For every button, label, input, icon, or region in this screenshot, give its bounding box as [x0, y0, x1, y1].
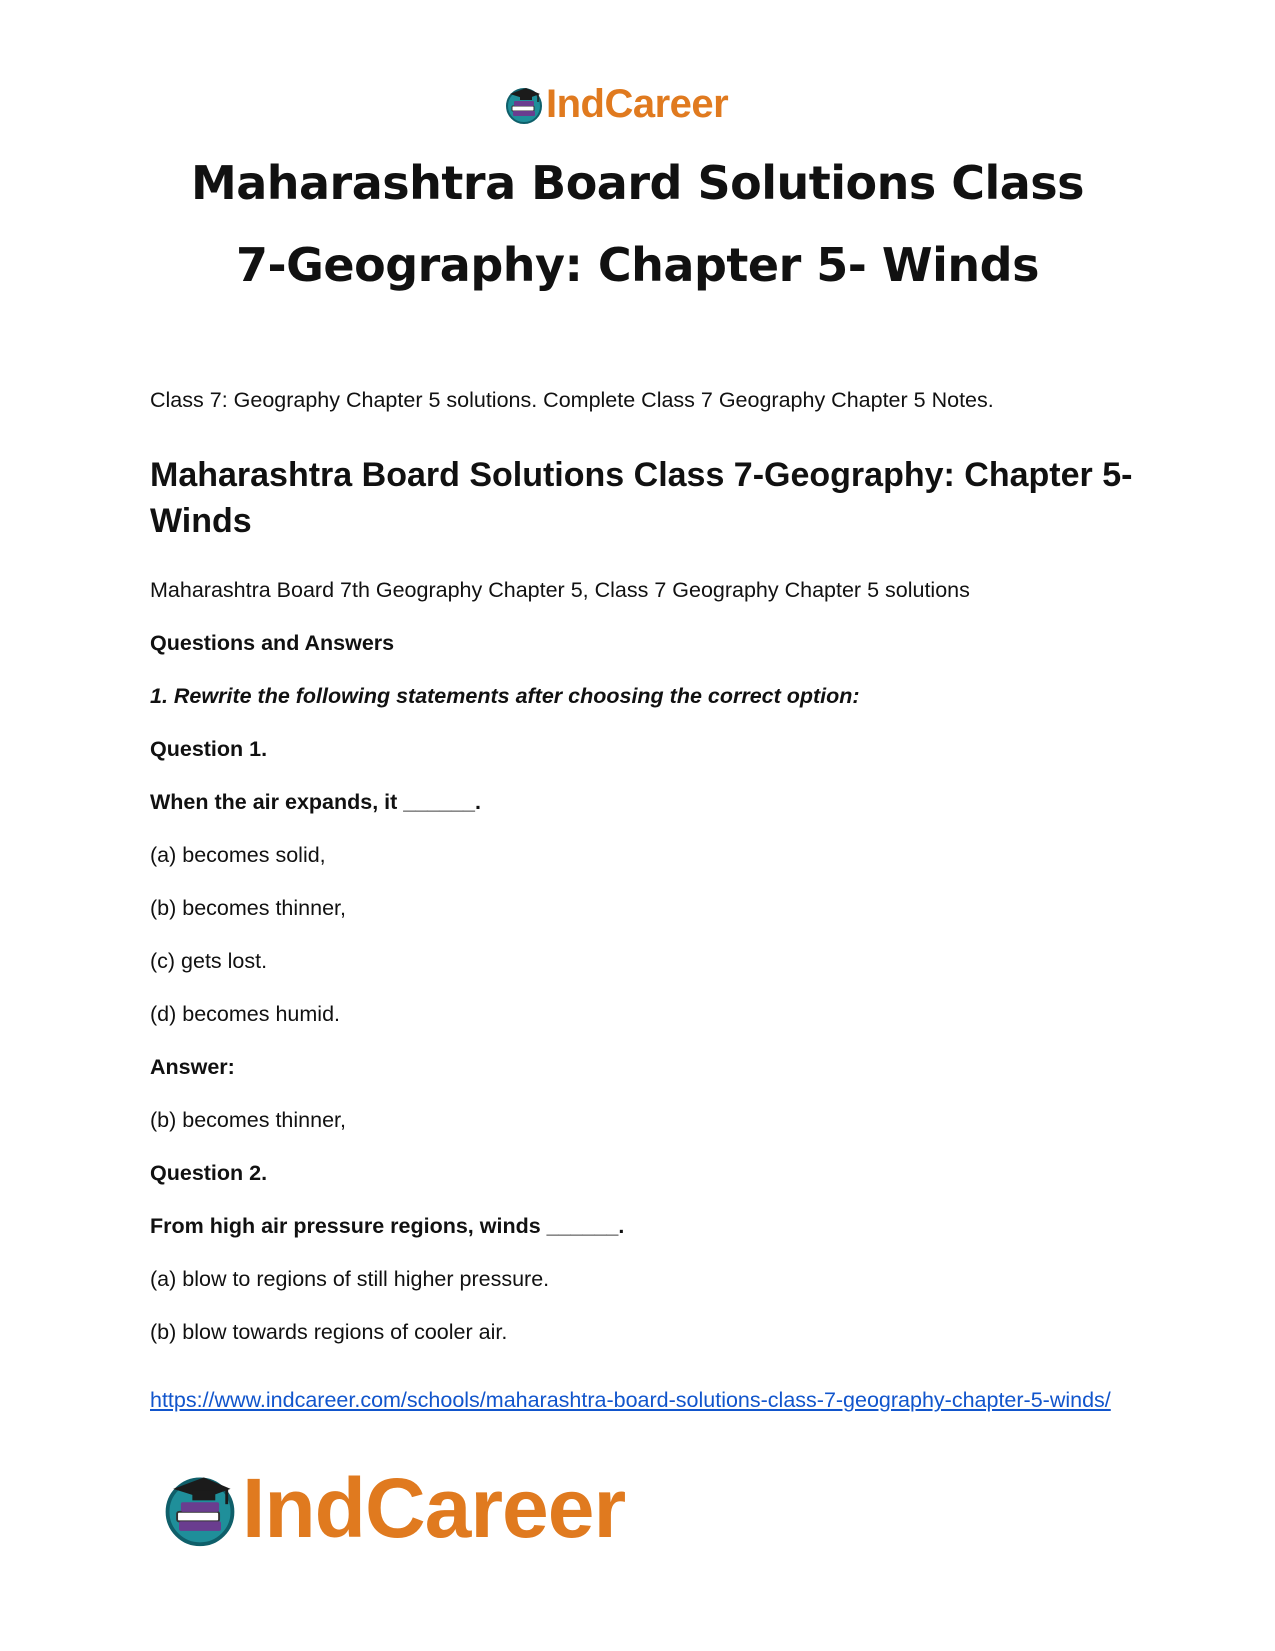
page-title: [150, 142, 1125, 306]
graduation-cap-books-globe-icon: [502, 82, 546, 126]
page-title-line-1: Maharashtra Board Solutions Class: [190, 156, 1085, 210]
source-url-link[interactable]: https://www.indcareer.com/schools/maharashtra-board-solutions-class-7-geography-chapter-5-winds/: [150, 1388, 1111, 1412]
question-1-option-a: (a) becomes solid,: [150, 843, 326, 867]
page-title-line-2: 7-Geography: Chapter 5- Winds: [236, 238, 1039, 292]
instruction-text: 1. Rewrite the following statements after choosing the correct option:: [150, 684, 860, 708]
question-1-option-d: (d) becomes humid.: [150, 1002, 340, 1026]
question-1-text: When the air expands, it ______.: [150, 790, 481, 814]
question-2-text: From high air pressure regions, winds ______.: [150, 1214, 625, 1238]
brand-logo-text: IndCareer: [546, 82, 729, 126]
question-2-option-b: (b) blow towards regions of cooler air.: [150, 1320, 508, 1344]
question-2-label: Question 2.: [150, 1161, 268, 1185]
question-1-answer-label: Answer:: [150, 1055, 235, 1079]
question-1-option-b: (b) becomes thinner,: [150, 896, 346, 920]
brand-logo-bottom: [158, 1460, 698, 1556]
question-1-option-c: (c) gets lost.: [150, 949, 268, 973]
document-body: [150, 384, 1140, 1348]
brand-logo-top: [502, 80, 782, 128]
section-heading: Maharashtra Board Solutions Class 7-Geography: Chapter 5- Winds: [150, 456, 1133, 540]
question-1-label: Question 1.: [150, 737, 268, 761]
question-1-answer: (b) becomes thinner,: [150, 1108, 346, 1132]
subtitle-paragraph: Maharashtra Board 7th Geography Chapter 5, Class 7 Geography Chapter 5 solutions: [150, 578, 970, 602]
graduation-cap-books-globe-icon: [158, 1466, 242, 1550]
question-2-option-a: (a) blow to regions of still higher pressure.: [150, 1267, 550, 1291]
questions-answers-label: Questions and Answers: [150, 631, 395, 655]
intro-paragraph: Class 7: Geography Chapter 5 solutions. Complete Class 7 Geography Chapter 5 Notes.: [150, 388, 994, 412]
brand-logo-text-bottom: IndCareer: [242, 1461, 626, 1555]
